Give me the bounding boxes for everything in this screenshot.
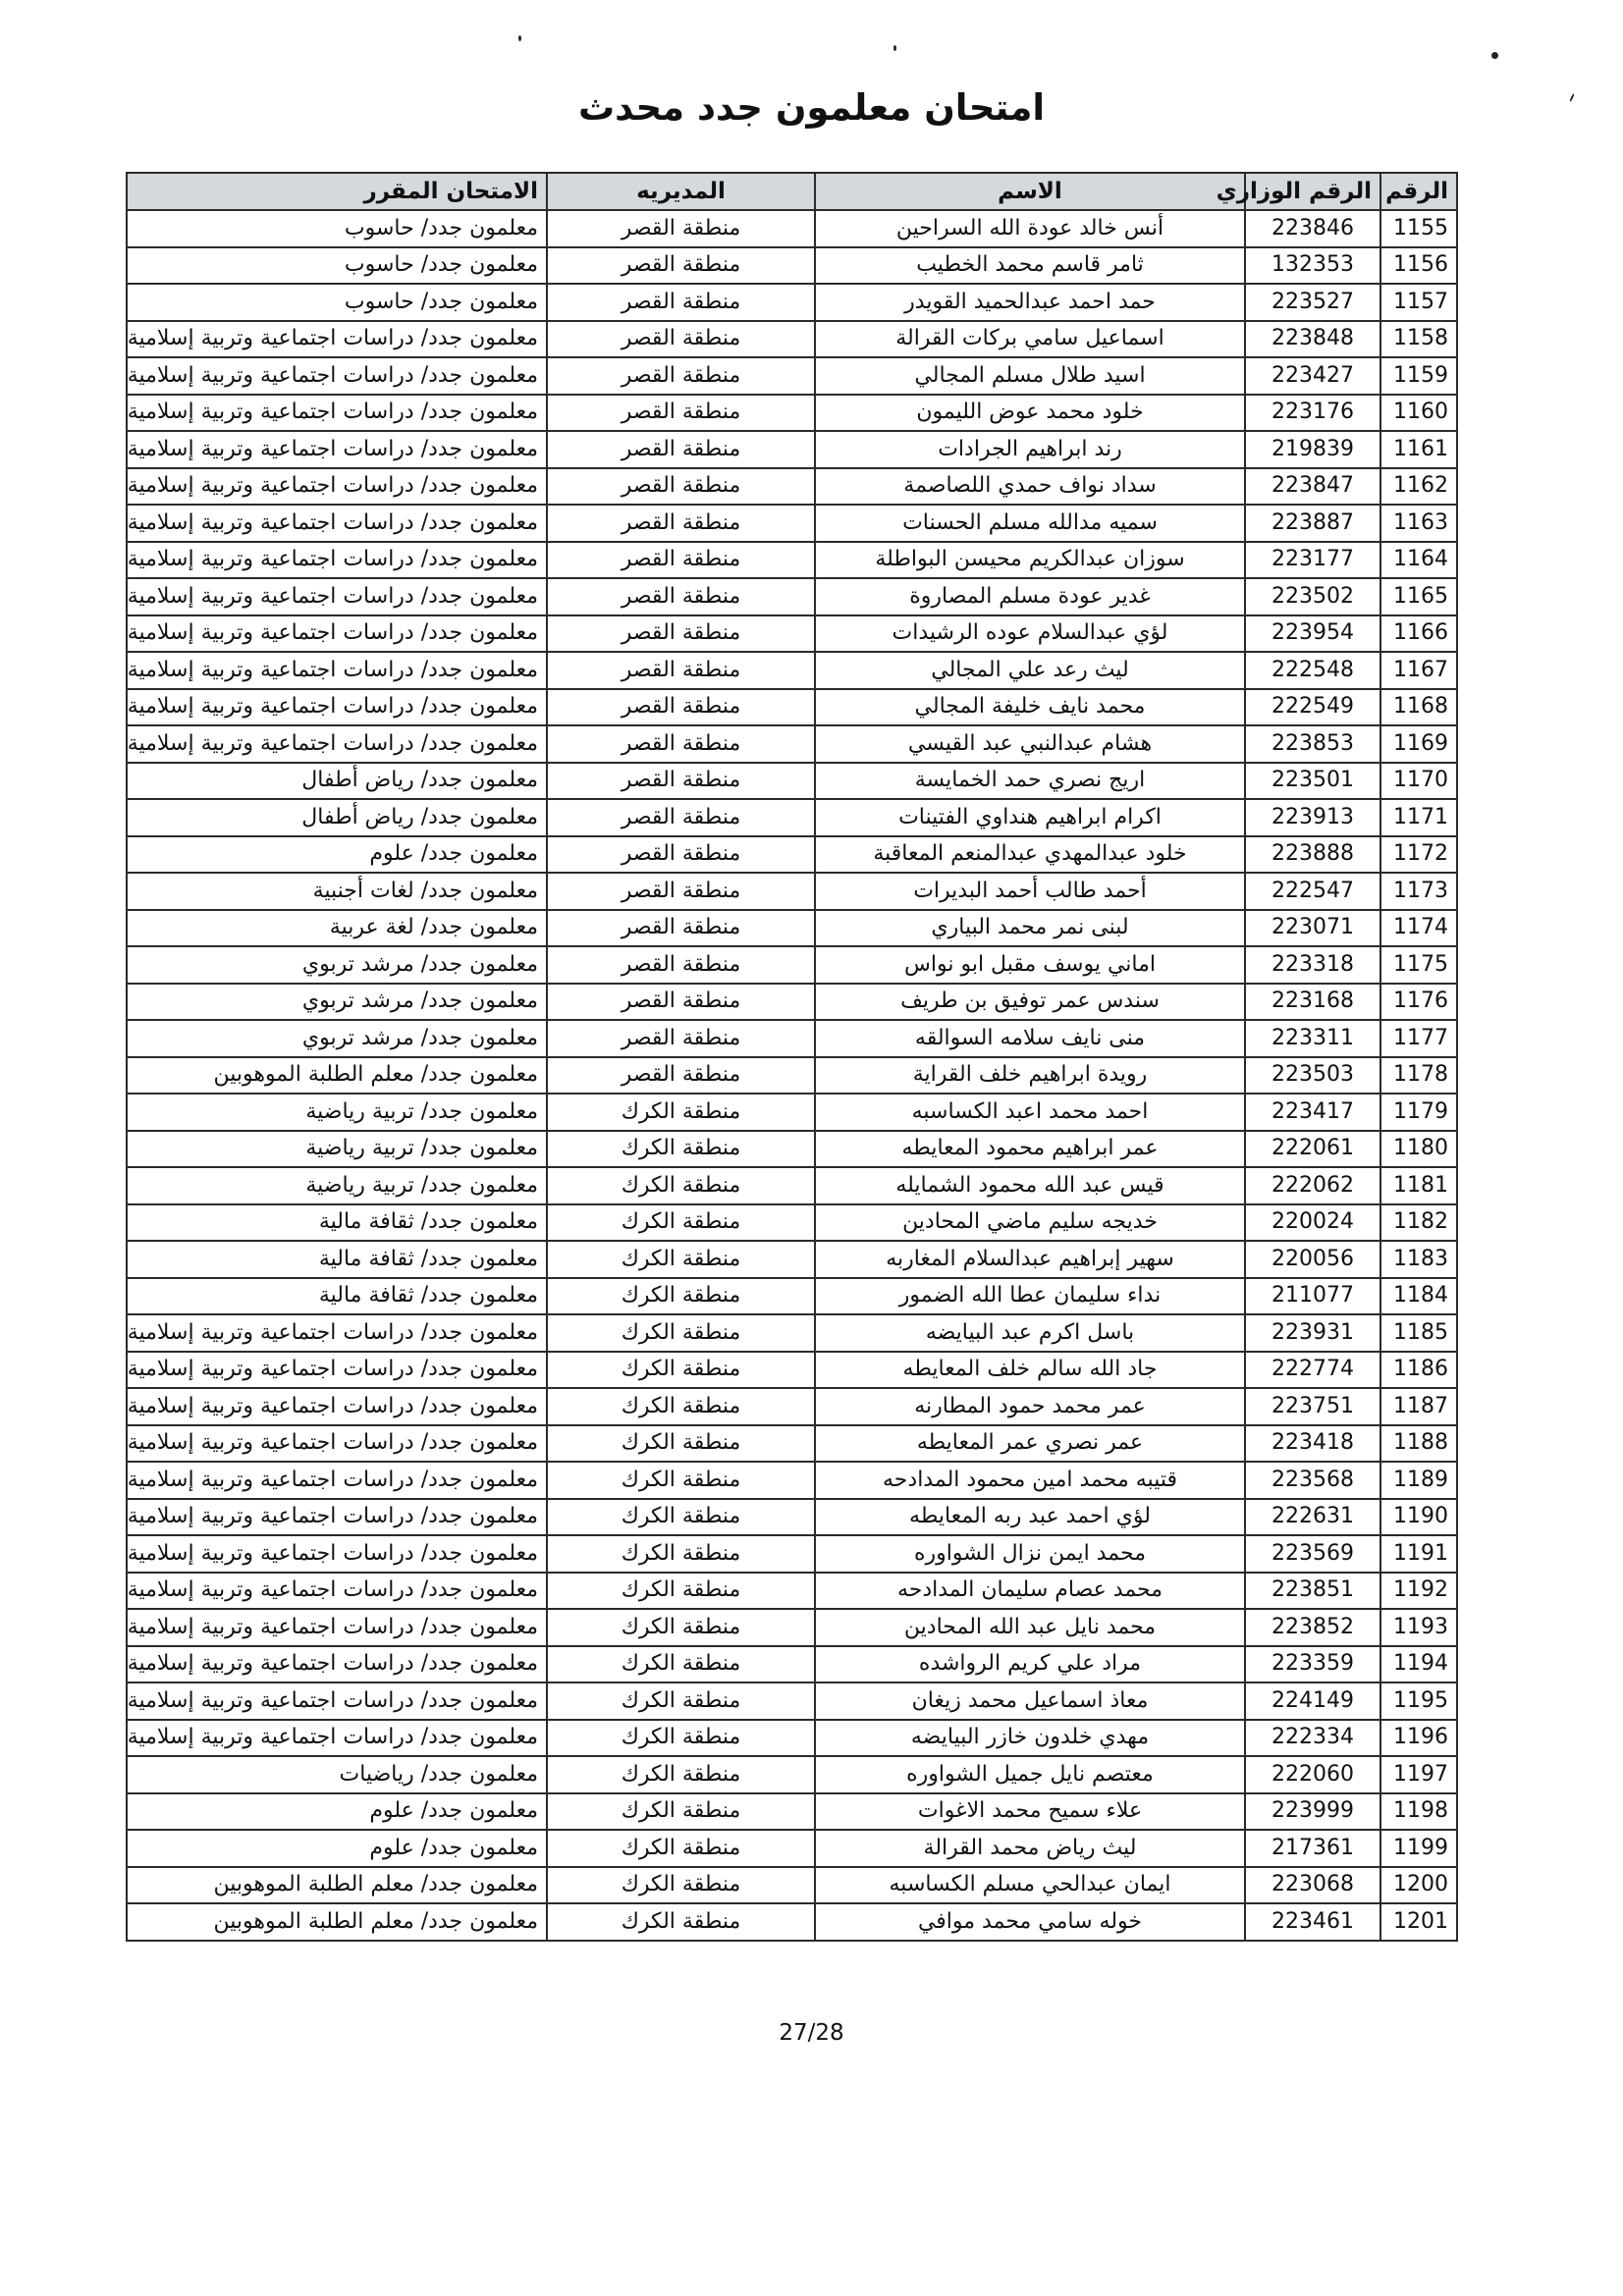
ministry-number-cell: 222631: [1245, 1499, 1380, 1536]
row-number-cell: 1155: [1380, 210, 1457, 247]
name-cell: ليث رياض محمد القرالة: [815, 1830, 1245, 1867]
exam-cell: معلمون جدد/ دراسات اجتماعية وتربية إسلامية: [127, 1352, 547, 1389]
exam-cell: معلمون جدد/ علوم: [127, 1793, 547, 1831]
directorate-cell: منطقة القصر: [547, 763, 815, 800]
name-cell: غدير عودة مسلم المصاروة: [815, 578, 1245, 615]
directorate-cell: منطقة القصر: [547, 615, 815, 653]
name-cell: مراد علي كريم الرواشده: [815, 1646, 1245, 1683]
name-cell: قتيبه محمد امين محمود المدادحه: [815, 1462, 1245, 1499]
name-cell: سوزان عبدالكريم محيسن البواطلة: [815, 542, 1245, 579]
exam-cell: معلمون جدد/ دراسات اجتماعية وتربية إسلامية: [127, 395, 547, 432]
scan-speck: [518, 35, 521, 41]
directorate-cell: منطقة الكرك: [547, 1241, 815, 1278]
name-cell: هشام عبدالنبي عبد القيسي: [815, 725, 1245, 763]
directorate-cell: منطقة الكرك: [547, 1830, 815, 1867]
exam-cell: معلمون جدد/ مرشد تربوي: [127, 946, 547, 984]
name-cell: سداد نواف حمدي اللصاصمة: [815, 468, 1245, 506]
header-number: الرقم: [1380, 173, 1457, 210]
directorate-cell: منطقة الكرك: [547, 1204, 815, 1242]
name-cell: معاذ اسماعيل محمد زيغان: [815, 1682, 1245, 1720]
name-cell: اريج نصري حمد الخمايسة: [815, 763, 1245, 800]
directorate-cell: منطقة القصر: [547, 873, 815, 910]
results-table: [126, 172, 1458, 1942]
row-number-cell: 1188: [1380, 1425, 1457, 1463]
table-row: [127, 1535, 1457, 1573]
exam-cell: معلمون جدد/ دراسات اجتماعية وتربية إسلامية: [127, 725, 547, 763]
ministry-number-cell: 222061: [1245, 1131, 1380, 1168]
row-number-cell: 1191: [1380, 1535, 1457, 1573]
ministry-number-cell: 223848: [1245, 321, 1380, 358]
ministry-number-cell: 222062: [1245, 1167, 1380, 1204]
name-cell: عمر محمد حمود المطارنه: [815, 1388, 1245, 1425]
name-cell: رويدة ابراهيم خلف القراية: [815, 1057, 1245, 1095]
row-number-cell: 1173: [1380, 873, 1457, 910]
table-row: [127, 1682, 1457, 1720]
exam-cell: معلمون جدد/ تربية رياضية: [127, 1094, 547, 1131]
row-number-cell: 1189: [1380, 1462, 1457, 1499]
table-row: [127, 1314, 1457, 1352]
table-row: [127, 1094, 1457, 1131]
exam-cell: معلمون جدد/ مرشد تربوي: [127, 984, 547, 1021]
table-row: [127, 1573, 1457, 1610]
table-row: [127, 1167, 1457, 1204]
name-cell: عمر نصري عمر المعايطه: [815, 1425, 1245, 1463]
ministry-number-cell: 223931: [1245, 1314, 1380, 1352]
ministry-number-cell: 223887: [1245, 505, 1380, 542]
table-row: [127, 1609, 1457, 1646]
row-number-cell: 1160: [1380, 395, 1457, 432]
row-number-cell: 1166: [1380, 615, 1457, 653]
ministry-number-cell: 223568: [1245, 1462, 1380, 1499]
exam-cell: معلمون جدد/ لغة عربية: [127, 910, 547, 947]
directorate-cell: منطقة القصر: [547, 284, 815, 321]
exam-cell: معلمون جدد/ دراسات اجتماعية وتربية إسلامية: [127, 1682, 547, 1720]
ministry-number-cell: 222547: [1245, 873, 1380, 910]
row-number-cell: 1199: [1380, 1830, 1457, 1867]
name-cell: منى نايف سلامه السوالقه: [815, 1020, 1245, 1057]
row-number-cell: 1157: [1380, 284, 1457, 321]
table-row: [127, 1278, 1457, 1315]
table-body: [127, 210, 1457, 1941]
name-cell: جاد الله سالم خلف المعايطه: [815, 1352, 1245, 1389]
table-row: [127, 357, 1457, 395]
table-row: [127, 689, 1457, 726]
exam-cell: معلمون جدد/ دراسات اجتماعية وتربية إسلامية: [127, 652, 547, 689]
table-row: [127, 321, 1457, 358]
name-cell: ليث رعد علي المجالي: [815, 652, 1245, 689]
directorate-cell: منطقة القصر: [547, 984, 815, 1021]
name-cell: قيس عبد الله محمود الشمايله: [815, 1167, 1245, 1204]
directorate-cell: منطقة الكرك: [547, 1278, 815, 1315]
directorate-cell: منطقة الكرك: [547, 1646, 815, 1683]
ministry-number-cell: 132353: [1245, 247, 1380, 285]
scan-speck: [1491, 52, 1498, 59]
directorate-cell: منطقة الكرك: [547, 1535, 815, 1573]
directorate-cell: منطقة القصر: [547, 247, 815, 285]
directorate-cell: منطقة الكرك: [547, 1314, 815, 1352]
exam-cell: معلمون جدد/ دراسات اجتماعية وتربية إسلامية: [127, 1462, 547, 1499]
row-number-cell: 1159: [1380, 357, 1457, 395]
exam-cell: معلمون جدد/ لغات أجنبية: [127, 873, 547, 910]
exam-cell: معلمون جدد/ معلم الطلبة الموهوبين: [127, 1057, 547, 1095]
exam-cell: معلمون جدد/ حاسوب: [127, 247, 547, 285]
ministry-number-cell: 223853: [1245, 725, 1380, 763]
directorate-cell: منطقة الكرك: [547, 1720, 815, 1757]
name-cell: ايمان عبدالحي مسلم الكساسبه: [815, 1867, 1245, 1904]
ministry-number-cell: 223888: [1245, 836, 1380, 874]
name-cell: احمد محمد اعبد الكساسبه: [815, 1094, 1245, 1131]
table-row: [127, 1903, 1457, 1941]
directorate-cell: منطقة الكرك: [547, 1131, 815, 1168]
name-cell: ثامر قاسم محمد الخطيب: [815, 247, 1245, 285]
row-number-cell: 1197: [1380, 1756, 1457, 1793]
name-cell: محمد ايمن نزال الشواوره: [815, 1535, 1245, 1573]
directorate-cell: منطقة الكرك: [547, 1756, 815, 1793]
ministry-number-cell: 217361: [1245, 1830, 1380, 1867]
name-cell: أحمد طالب أحمد البديرات: [815, 873, 1245, 910]
ministry-number-cell: 220024: [1245, 1204, 1380, 1242]
directorate-cell: منطقة القصر: [547, 689, 815, 726]
exam-cell: معلمون جدد/ دراسات اجتماعية وتربية إسلامية: [127, 357, 547, 395]
row-number-cell: 1184: [1380, 1278, 1457, 1315]
exam-cell: معلمون جدد/ رياض أطفال: [127, 799, 547, 836]
row-number-cell: 1177: [1380, 1020, 1457, 1057]
row-number-cell: 1182: [1380, 1204, 1457, 1242]
ministry-number-cell: 223851: [1245, 1573, 1380, 1610]
table-row: [127, 910, 1457, 947]
row-number-cell: 1156: [1380, 247, 1457, 285]
directorate-cell: منطقة الكرك: [547, 1867, 815, 1904]
directorate-cell: منطقة الكرك: [547, 1388, 815, 1425]
exam-cell: معلمون جدد/ دراسات اجتماعية وتربية إسلامية: [127, 468, 547, 506]
exam-cell: معلمون جدد/ دراسات اجتماعية وتربية إسلامية: [127, 542, 547, 579]
ministry-number-cell: 223068: [1245, 1867, 1380, 1904]
ministry-number-cell: 223502: [1245, 578, 1380, 615]
directorate-cell: منطقة الكرك: [547, 1903, 815, 1941]
row-number-cell: 1169: [1380, 725, 1457, 763]
table-row: [127, 284, 1457, 321]
ministry-number-cell: 222774: [1245, 1352, 1380, 1389]
directorate-cell: منطقة الكرك: [547, 1609, 815, 1646]
exam-cell: معلمون جدد/ رياضيات: [127, 1756, 547, 1793]
ministry-number-cell: 224149: [1245, 1682, 1380, 1720]
table-row: [127, 1388, 1457, 1425]
table-row: [127, 1131, 1457, 1168]
row-number-cell: 1183: [1380, 1241, 1457, 1278]
exam-cell: معلمون جدد/ ثقافة مالية: [127, 1241, 547, 1278]
row-number-cell: 1172: [1380, 836, 1457, 874]
exam-cell: معلمون جدد/ ثقافة مالية: [127, 1204, 547, 1242]
table-row: [127, 836, 1457, 874]
header-ministry-number: الرقم الوزاري: [1245, 173, 1380, 210]
table-row: [127, 578, 1457, 615]
exam-cell: معلمون جدد/ دراسات اجتماعية وتربية إسلامية: [127, 1646, 547, 1683]
table-row: [127, 1241, 1457, 1278]
ministry-number-cell: 223071: [1245, 910, 1380, 947]
directorate-cell: منطقة القصر: [547, 1057, 815, 1095]
table-row: [127, 799, 1457, 836]
table-row: [127, 395, 1457, 432]
row-number-cell: 1186: [1380, 1352, 1457, 1389]
directorate-cell: منطقة القصر: [547, 578, 815, 615]
row-number-cell: 1176: [1380, 984, 1457, 1021]
name-cell: محمد نايف خليفة المجالي: [815, 689, 1245, 726]
ministry-number-cell: 223427: [1245, 357, 1380, 395]
name-cell: اسيد طلال مسلم المجالي: [815, 357, 1245, 395]
row-number-cell: 1162: [1380, 468, 1457, 506]
ministry-number-cell: 223359: [1245, 1646, 1380, 1683]
ministry-number-cell: 222334: [1245, 1720, 1380, 1757]
table-row: [127, 763, 1457, 800]
directorate-cell: منطقة الكرك: [547, 1094, 815, 1131]
directorate-cell: منطقة الكرك: [547, 1167, 815, 1204]
table-row: [127, 873, 1457, 910]
table-row: [127, 1867, 1457, 1904]
name-cell: خلود محمد عوض الليمون: [815, 395, 1245, 432]
header-directorate: المديريه: [547, 173, 815, 210]
table-row: [127, 1057, 1457, 1095]
directorate-cell: منطقة القصر: [547, 725, 815, 763]
table-row: [127, 615, 1457, 653]
exam-cell: معلمون جدد/ دراسات اجتماعية وتربية إسلامية: [127, 578, 547, 615]
exam-cell: معلمون جدد/ رياض أطفال: [127, 763, 547, 800]
exam-cell: معلمون جدد/ دراسات اجتماعية وتربية إسلامية: [127, 431, 547, 468]
ministry-number-cell: 223311: [1245, 1020, 1380, 1057]
name-cell: خديجه سليم ماضي المحادين: [815, 1204, 1245, 1242]
name-cell: مهدي خلدون خازر البيايضه: [815, 1720, 1245, 1757]
row-number-cell: 1201: [1380, 1903, 1457, 1941]
exam-cell: معلمون جدد/ دراسات اجتماعية وتربية إسلامية: [127, 1314, 547, 1352]
row-number-cell: 1198: [1380, 1793, 1457, 1831]
exam-cell: معلمون جدد/ دراسات اجتماعية وتربية إسلامية: [127, 1535, 547, 1573]
ministry-number-cell: 223503: [1245, 1057, 1380, 1095]
table-row: [127, 431, 1457, 468]
table-row: [127, 652, 1457, 689]
row-number-cell: 1190: [1380, 1499, 1457, 1536]
name-cell: رند ابراهيم الجرادات: [815, 431, 1245, 468]
table-row: [127, 1646, 1457, 1683]
name-cell: اسماعيل سامي بركات القرالة: [815, 321, 1245, 358]
name-cell: خلود عبدالمهدي عبدالمنعم المعاقبة: [815, 836, 1245, 874]
exam-cell: معلمون جدد/ علوم: [127, 836, 547, 874]
row-number-cell: 1180: [1380, 1131, 1457, 1168]
exam-cell: معلمون جدد/ دراسات اجتماعية وتربية إسلامية: [127, 505, 547, 542]
exam-cell: معلمون جدد/ حاسوب: [127, 210, 547, 247]
exam-cell: معلمون جدد/ ثقافة مالية: [127, 1278, 547, 1315]
ministry-number-cell: 223913: [1245, 799, 1380, 836]
ministry-number-cell: 223569: [1245, 1535, 1380, 1573]
ministry-number-cell: 223954: [1245, 615, 1380, 653]
name-cell: باسل اكرم عبد البيايضه: [815, 1314, 1245, 1352]
exam-cell: معلمون جدد/ معلم الطلبة الموهوبين: [127, 1867, 547, 1904]
ministry-number-cell: 223501: [1245, 763, 1380, 800]
ministry-number-cell: 223176: [1245, 395, 1380, 432]
exam-cell: معلمون جدد/ تربية رياضية: [127, 1131, 547, 1168]
exam-cell: معلمون جدد/ دراسات اجتماعية وتربية إسلامية: [127, 321, 547, 358]
header-exam: الامتحان المقرر: [127, 173, 547, 210]
ministry-number-cell: 223751: [1245, 1388, 1380, 1425]
name-cell: اماني يوسف مقبل ابو نواس: [815, 946, 1245, 984]
exam-cell: معلمون جدد/ علوم: [127, 1830, 547, 1867]
directorate-cell: منطقة القصر: [547, 652, 815, 689]
name-cell: محمد نايل عبد الله المحادين: [815, 1609, 1245, 1646]
exam-cell: معلمون جدد/ حاسوب: [127, 284, 547, 321]
directorate-cell: منطقة الكرك: [547, 1793, 815, 1831]
table-row: [127, 1462, 1457, 1499]
row-number-cell: 1194: [1380, 1646, 1457, 1683]
name-cell: لبنى نمر محمد البياري: [815, 910, 1245, 947]
name-cell: عمر ابراهيم محمود المعايطه: [815, 1131, 1245, 1168]
table-row: [127, 468, 1457, 506]
ministry-number-cell: 223461: [1245, 1903, 1380, 1941]
row-number-cell: 1158: [1380, 321, 1457, 358]
table-row: [127, 210, 1457, 247]
name-cell: لؤي عبدالسلام عوده الرشيدات: [815, 615, 1245, 653]
exam-cell: معلمون جدد/ دراسات اجتماعية وتربية إسلامية: [127, 1609, 547, 1646]
name-cell: محمد عصام سليمان المدادحه: [815, 1573, 1245, 1610]
directorate-cell: منطقة القصر: [547, 468, 815, 506]
table-row: [127, 1756, 1457, 1793]
table-row: [127, 984, 1457, 1021]
row-number-cell: 1175: [1380, 946, 1457, 984]
row-number-cell: 1174: [1380, 910, 1457, 947]
row-number-cell: 1168: [1380, 689, 1457, 726]
directorate-cell: منطقة القصر: [547, 1020, 815, 1057]
table-row: [127, 725, 1457, 763]
name-cell: سميه مدالله مسلم الحسنات: [815, 505, 1245, 542]
ministry-number-cell: 222549: [1245, 689, 1380, 726]
ministry-number-cell: 222548: [1245, 652, 1380, 689]
page-number: 27/28: [779, 2020, 844, 2046]
table-row: [127, 542, 1457, 579]
table-row: [127, 1793, 1457, 1831]
name-cell: معتصم نايل جميل الشواوره: [815, 1756, 1245, 1793]
ministry-number-cell: 223999: [1245, 1793, 1380, 1831]
row-number-cell: 1170: [1380, 763, 1457, 800]
directorate-cell: منطقة الكرك: [547, 1573, 815, 1610]
ministry-number-cell: 223168: [1245, 984, 1380, 1021]
table-row: [127, 1204, 1457, 1242]
exam-cell: معلمون جدد/ معلم الطلبة الموهوبين: [127, 1903, 547, 1941]
table-row: [127, 247, 1457, 285]
ministry-number-cell: 211077: [1245, 1278, 1380, 1315]
name-cell: اكرام ابراهيم هنداوي الفتينات: [815, 799, 1245, 836]
exam-cell: معلمون جدد/ دراسات اجتماعية وتربية إسلامية: [127, 689, 547, 726]
row-number-cell: 1193: [1380, 1609, 1457, 1646]
row-number-cell: 1192: [1380, 1573, 1457, 1610]
row-number-cell: 1195: [1380, 1682, 1457, 1720]
ministry-number-cell: 222060: [1245, 1756, 1380, 1793]
exam-cell: معلمون جدد/ دراسات اجتماعية وتربية إسلامية: [127, 1573, 547, 1610]
directorate-cell: منطقة القصر: [547, 799, 815, 836]
table-header-row: [127, 173, 1457, 210]
directorate-cell: منطقة الكرك: [547, 1352, 815, 1389]
row-number-cell: 1200: [1380, 1867, 1457, 1904]
row-number-cell: 1164: [1380, 542, 1457, 579]
directorate-cell: منطقة الكرك: [547, 1425, 815, 1463]
ministry-number-cell: 223847: [1245, 468, 1380, 506]
name-cell: أنس خالد عودة الله السراحين: [815, 210, 1245, 247]
exam-cell: معلمون جدد/ دراسات اجتماعية وتربية إسلامية: [127, 1720, 547, 1757]
exam-cell: معلمون جدد/ تربية رياضية: [127, 1167, 547, 1204]
exam-cell: معلمون جدد/ دراسات اجتماعية وتربية إسلامية: [127, 1499, 547, 1536]
row-number-cell: 1196: [1380, 1720, 1457, 1757]
directorate-cell: منطقة القصر: [547, 836, 815, 874]
directorate-cell: منطقة القصر: [547, 946, 815, 984]
ministry-number-cell: 223177: [1245, 542, 1380, 579]
directorate-cell: منطقة القصر: [547, 357, 815, 395]
table-row: [127, 1830, 1457, 1867]
ministry-number-cell: 223846: [1245, 210, 1380, 247]
ministry-number-cell: 223418: [1245, 1425, 1380, 1463]
directorate-cell: منطقة القصر: [547, 542, 815, 579]
row-number-cell: 1163: [1380, 505, 1457, 542]
exam-cell: معلمون جدد/ مرشد تربوي: [127, 1020, 547, 1057]
exam-cell: معلمون جدد/ دراسات اجتماعية وتربية إسلامية: [127, 1425, 547, 1463]
page-title: امتحان معلمون جدد محدث: [577, 86, 1046, 129]
name-cell: لؤي احمد عبد ربه المعايطه: [815, 1499, 1245, 1536]
directorate-cell: منطقة الكرك: [547, 1499, 815, 1536]
directorate-cell: منطقة القصر: [547, 210, 815, 247]
row-number-cell: 1161: [1380, 431, 1457, 468]
name-cell: علاء سميح محمد الاغوات: [815, 1793, 1245, 1831]
scan-speck: [893, 45, 896, 51]
name-cell: حمد احمد عبدالحميد القويدر: [815, 284, 1245, 321]
table-row: [127, 505, 1457, 542]
name-cell: نداء سليمان عطا الله الضمور: [815, 1278, 1245, 1315]
directorate-cell: منطقة القصر: [547, 910, 815, 947]
row-number-cell: 1171: [1380, 799, 1457, 836]
exam-cell: معلمون جدد/ دراسات اجتماعية وتربية إسلامية: [127, 1388, 547, 1425]
row-number-cell: 1165: [1380, 578, 1457, 615]
directorate-cell: منطقة الكرك: [547, 1682, 815, 1720]
ministry-number-cell: 219839: [1245, 431, 1380, 468]
table-row: [127, 1020, 1457, 1057]
row-number-cell: 1178: [1380, 1057, 1457, 1095]
directorate-cell: منطقة القصر: [547, 505, 815, 542]
table-row: [127, 1425, 1457, 1463]
ministry-number-cell: 220056: [1245, 1241, 1380, 1278]
table-row: [127, 946, 1457, 984]
ministry-number-cell: 223852: [1245, 1609, 1380, 1646]
exam-cell: معلمون جدد/ دراسات اجتماعية وتربية إسلامية: [127, 615, 547, 653]
row-number-cell: 1181: [1380, 1167, 1457, 1204]
row-number-cell: 1167: [1380, 652, 1457, 689]
name-cell: خوله سامي محمد موافي: [815, 1903, 1245, 1941]
ministry-number-cell: 223417: [1245, 1094, 1380, 1131]
ministry-number-cell: 223318: [1245, 946, 1380, 984]
table-row: [127, 1720, 1457, 1757]
directorate-cell: منطقة القصر: [547, 395, 815, 432]
row-number-cell: 1185: [1380, 1314, 1457, 1352]
directorate-cell: منطقة القصر: [547, 321, 815, 358]
header-name: الاسم: [815, 173, 1245, 210]
ministry-number-cell: 223527: [1245, 284, 1380, 321]
name-cell: سهير إبراهيم عبدالسلام المغاربه: [815, 1241, 1245, 1278]
row-number-cell: 1179: [1380, 1094, 1457, 1131]
name-cell: سندس عمر توفيق بن طريف: [815, 984, 1245, 1021]
table-row: [127, 1352, 1457, 1389]
directorate-cell: منطقة القصر: [547, 431, 815, 468]
row-number-cell: 1187: [1380, 1388, 1457, 1425]
table-row: [127, 1499, 1457, 1536]
directorate-cell: منطقة الكرك: [547, 1462, 815, 1499]
